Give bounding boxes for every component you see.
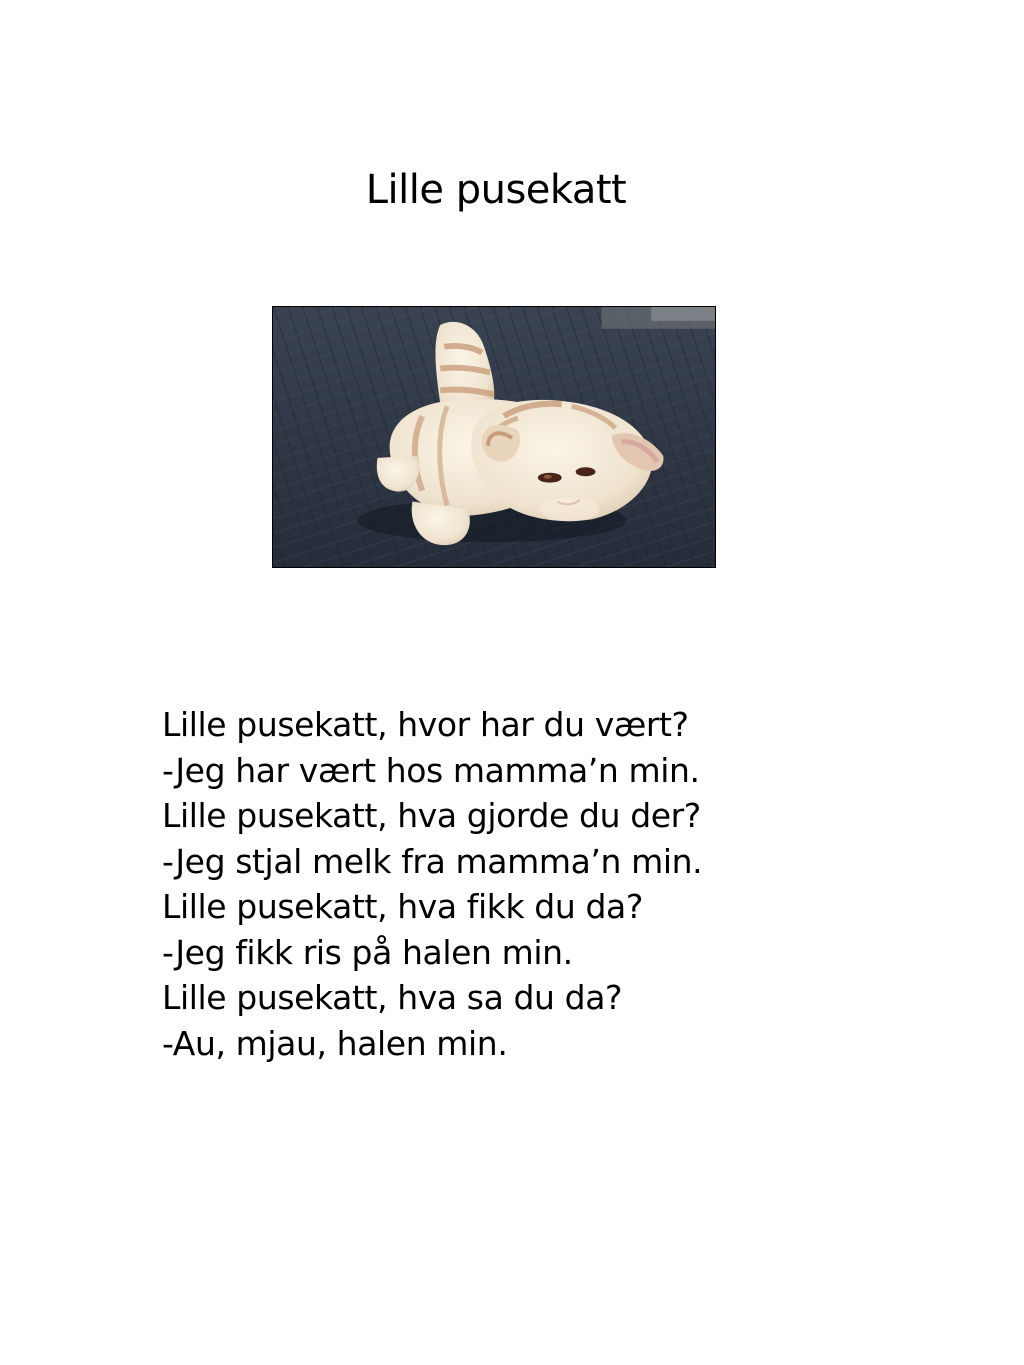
poem-line: Lille pusekatt, hvor har du vært?: [162, 705, 689, 744]
poem: [162, 702, 862, 1066]
poem-line: -Jeg fikk ris på halen min.: [162, 932, 573, 972]
toy-cat-illustration: [273, 307, 715, 567]
poem-line: -Au, mjau, halen min.: [162, 1023, 508, 1063]
toy-cat-photo: [272, 306, 716, 568]
poem-line: Lille pusekatt, hva sa du da?: [162, 978, 623, 1017]
poem-line: -Jeg har vært hos mamma’n min.: [162, 750, 700, 790]
page-title: Lille pusekatt: [365, 167, 627, 213]
poem-line: Lille pusekatt, hva fikk du da?: [162, 887, 643, 926]
poem-line: -Jeg stjal melk fra mamma’n min.: [162, 841, 703, 881]
poem-line: Lille pusekatt, hva gjorde du der?: [162, 796, 701, 835]
